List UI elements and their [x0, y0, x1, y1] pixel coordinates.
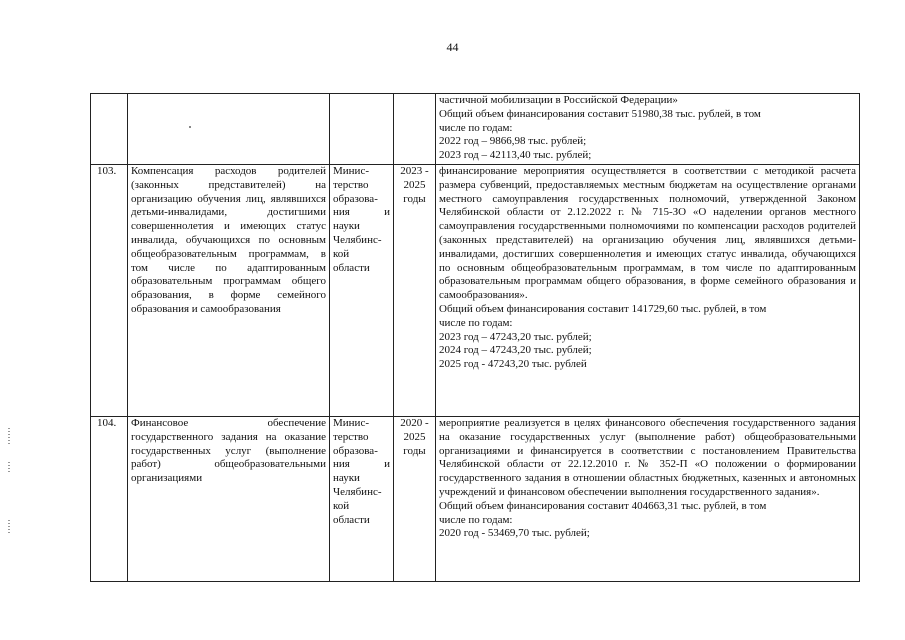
description-text: мероприятие реализуется в целях финансового обеспечения государственного задания на оказание государственных услуг (выполнение работ) общеобразовательными организациями и финансируется в соответствии с постановлением Правительства Челябинской области от 22.12.2010 г. № 352-П «О положении о формировании государственного задания в отношении областных бюджетных, казенных и автономных учреждений и финансовом обеспечении выполнения государственного задания». [439, 417, 856, 498]
term-line: 2025 [403, 430, 426, 443]
term-line: 2023 - [400, 165, 429, 177]
executor-line: области [333, 513, 370, 526]
financing-year: 2023 год – 47243,20 тыс. рублей; [439, 330, 592, 343]
term-line: годы [403, 192, 426, 205]
term-line: 2020 - [400, 417, 429, 429]
executor-line: Челябинс- [333, 485, 382, 498]
measures-table [90, 93, 860, 582]
executor-line: кой [333, 247, 350, 260]
financing-by-years-label: числе по годам: [439, 316, 513, 329]
executor-line: науки [333, 220, 360, 233]
executor-cell [330, 94, 394, 165]
row-number: 103. [91, 165, 128, 417]
term-cell [394, 165, 436, 417]
financing-by-years-label: числе по годам: [439, 121, 513, 134]
executor-cell [330, 417, 394, 582]
left-margin-mark-bottom [8, 520, 10, 534]
description-text: частичной мобилизации в Российской Федерации» [439, 94, 678, 106]
row-number: 104. [91, 417, 128, 582]
executor-line: образова- [333, 444, 378, 457]
left-margin-mark-middle [8, 462, 10, 472]
financing-year: 2023 год – 42113,40 тыс. рублей; [439, 149, 592, 162]
executor-line: терство [333, 178, 369, 191]
description-cell [436, 165, 860, 417]
table-row-104 [91, 417, 860, 582]
measure-name: Компенсация расходов родителей (законных представителей) на организацию обучения лиц, являвшихся детьми-инвалидами, достигшими совершеннолетия и имеющих статус инвалида, обучающихся по основным общеобразовательным программам, в том числе по адаптированным образовательным программам общего образования, в форме семейного образования и самообразования [128, 165, 330, 417]
executor-line: Минис- [333, 417, 369, 429]
table-row-103 [91, 165, 860, 417]
executor-line: области [333, 261, 370, 274]
page-number: 44 [446, 40, 459, 54]
description-cell [436, 94, 860, 165]
term-line: годы [403, 444, 426, 457]
executor-line: ния и [333, 458, 390, 471]
financing-year: 2024 год – 47243,20 тыс. рублей; [439, 344, 592, 357]
row-number-cell [91, 94, 128, 165]
term-cell [394, 94, 436, 165]
executor-cell [330, 165, 394, 417]
executor-line: образова- [333, 192, 378, 205]
financing-total: Общий объем финансирования составит 141729,60 тыс. рублей, в том [439, 302, 767, 315]
term-line: 2025 [403, 178, 426, 191]
executor-line: науки [333, 472, 360, 485]
measure-name: Финансовое обеспечение государственного задания на оказание государственных услуг (выполнение работ) общеобразовательными организациями [128, 417, 330, 582]
description-text: финансирование мероприятия осуществляется в соответствии с методикой расчета размера субвенций, предоставляемых местным бюджетам на осуществление органами местного самоуправления государственных полномочий, утвержденной Законом Челябинской области от 2.12.2022 г. № 715-ЗО «О наделении органов местного самоуправления государственными полномочиями по компенсации расходов родителей (законных представителей) на организацию обучения лиц, являвшихся детьми-инвалидами, достигших совершеннолетия и имеющих статус инвалида, обучающихся по основным общеобразовательным программам, в том числе по адаптированным образовательным программам общего образования, в форме семейного образования и самообразования». [439, 165, 856, 302]
executor-line: терство [333, 430, 369, 443]
executor-line: ния и [333, 206, 390, 219]
term-cell [394, 417, 436, 582]
executor-line: Челябинс- [333, 233, 382, 246]
financing-year: 2022 год – 9866,98 тыс. рублей; [439, 135, 587, 148]
financing-year: 2020 год - 53469,70 тыс. рублей; [439, 527, 590, 540]
table-row-continuation [91, 94, 860, 165]
left-margin-mark-top [8, 428, 10, 444]
financing-year: 2025 год - 47243,20 тыс. рублей [439, 358, 587, 371]
executor-line: кой [333, 499, 350, 512]
description-cell [436, 417, 860, 582]
financing-total: Общий объем финансирования составит 51980,38 тыс. рублей, в том [439, 107, 761, 120]
financing-total: Общий объем финансирования составит 404663,31 тыс. рублей, в том [439, 499, 767, 512]
financing-by-years-label: числе по годам: [439, 513, 513, 526]
executor-line: Минис- [333, 165, 369, 177]
measure-name-cell [128, 94, 330, 165]
